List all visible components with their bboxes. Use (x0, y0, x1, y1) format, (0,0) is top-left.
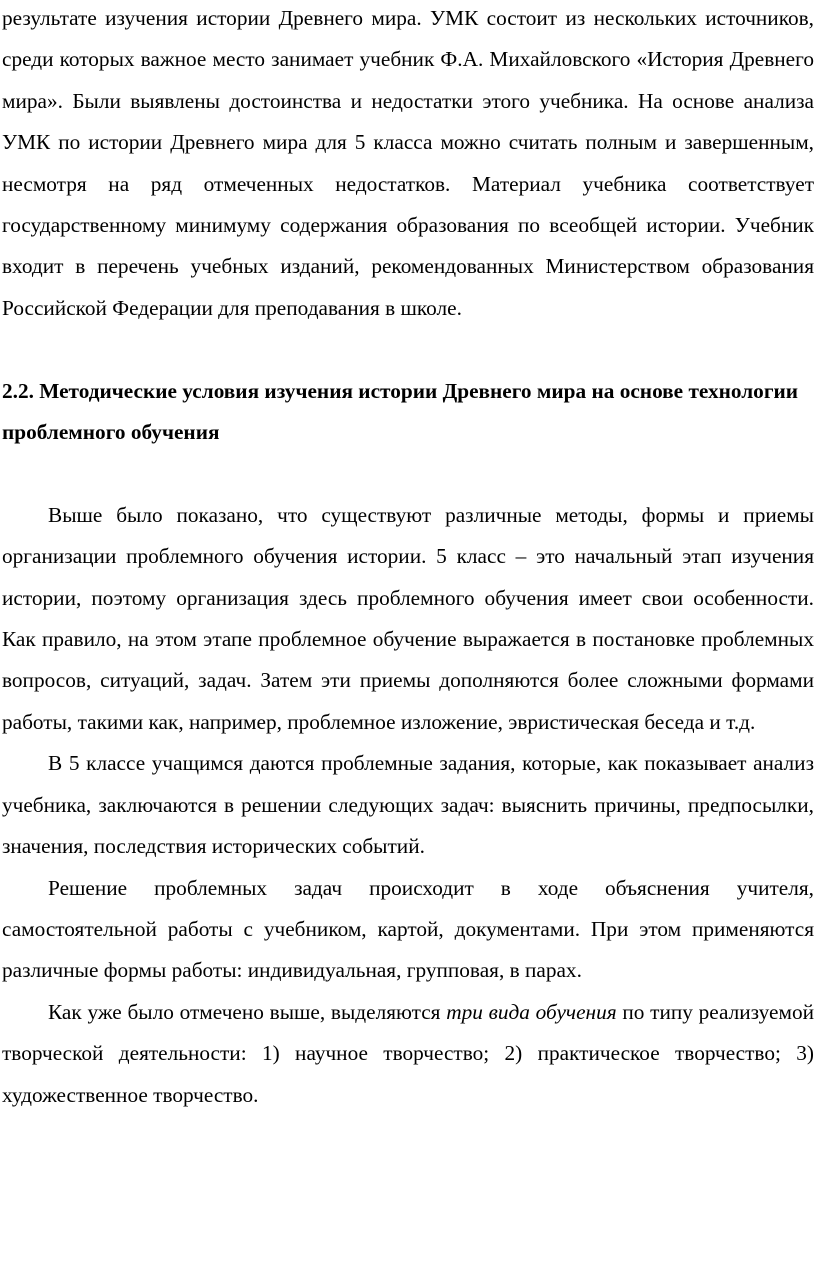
paragraph-1: Выше было показано, что существуют различные методы, формы и приемы организации проблемного обучения истории. 5 класс – это начальный этап изучения истории, поэтому организация здесь проблемного обучения имеет свои особенности. Как правило, на этом этапе проблемное обучение выражается в постановке проблемных вопросов, ситуаций, задач. Затем эти приемы дополняются более сложными формами работы, такими как, например, проблемное изложение, эвристическая беседа и т.д. (2, 502, 814, 734)
paragraph-4-text-end: по типу реализуемой творческой деятельности: 1) научное творчество; 2) практическое творчество; 3) художественное творчество. (2, 999, 814, 1107)
document-page (2, 0, 814, 1116)
paragraph-4-italic: три вида обучения (446, 999, 617, 1024)
spacer (2, 329, 814, 370)
paragraph-3: Решение проблемных задач происходит в ходе объяснения учителя, самостоятельной работы с учебником, картой, документами. При этом применяются различные формы работы: индивидуальная, групповая, в парах. (2, 875, 814, 983)
spacer (2, 453, 814, 494)
paragraph-4-text-start: Как уже было отмечено выше, выделяются (48, 999, 447, 1024)
paragraph-continued: результате изучения истории Древнего мира. УМК состоит из нескольких источников, среди которых важное место занимает учебник Ф.А. Михайловского «История Древнего мира». Были выявлены достоинства и недостатки этого учебника. На основе анализа УМК по истории Древнего мира для 5 класса можно считать полным и завершенным, несмотря на ряд отмеченных недостатков. Материал учебника соответствует государственному минимуму содержания образования по всеобщей истории. Учебник входит в перечень учебных изданий, рекомендованных Министерством образования Российской Федерации для преподавания в школе. (2, 6, 814, 320)
paragraph-2: В 5 классе учащимся даются проблемные задания, которые, как показывает анализ учебника, заключаются в решении следующих задач: выяснить причины, предпосылки, значения, последствия исторических событий. (2, 751, 814, 859)
paragraph-4 (2, 992, 814, 1116)
section-heading: 2.2. Методические условия изучения истории Древнего мира на основе технологии проблемного обучения (2, 378, 799, 445)
